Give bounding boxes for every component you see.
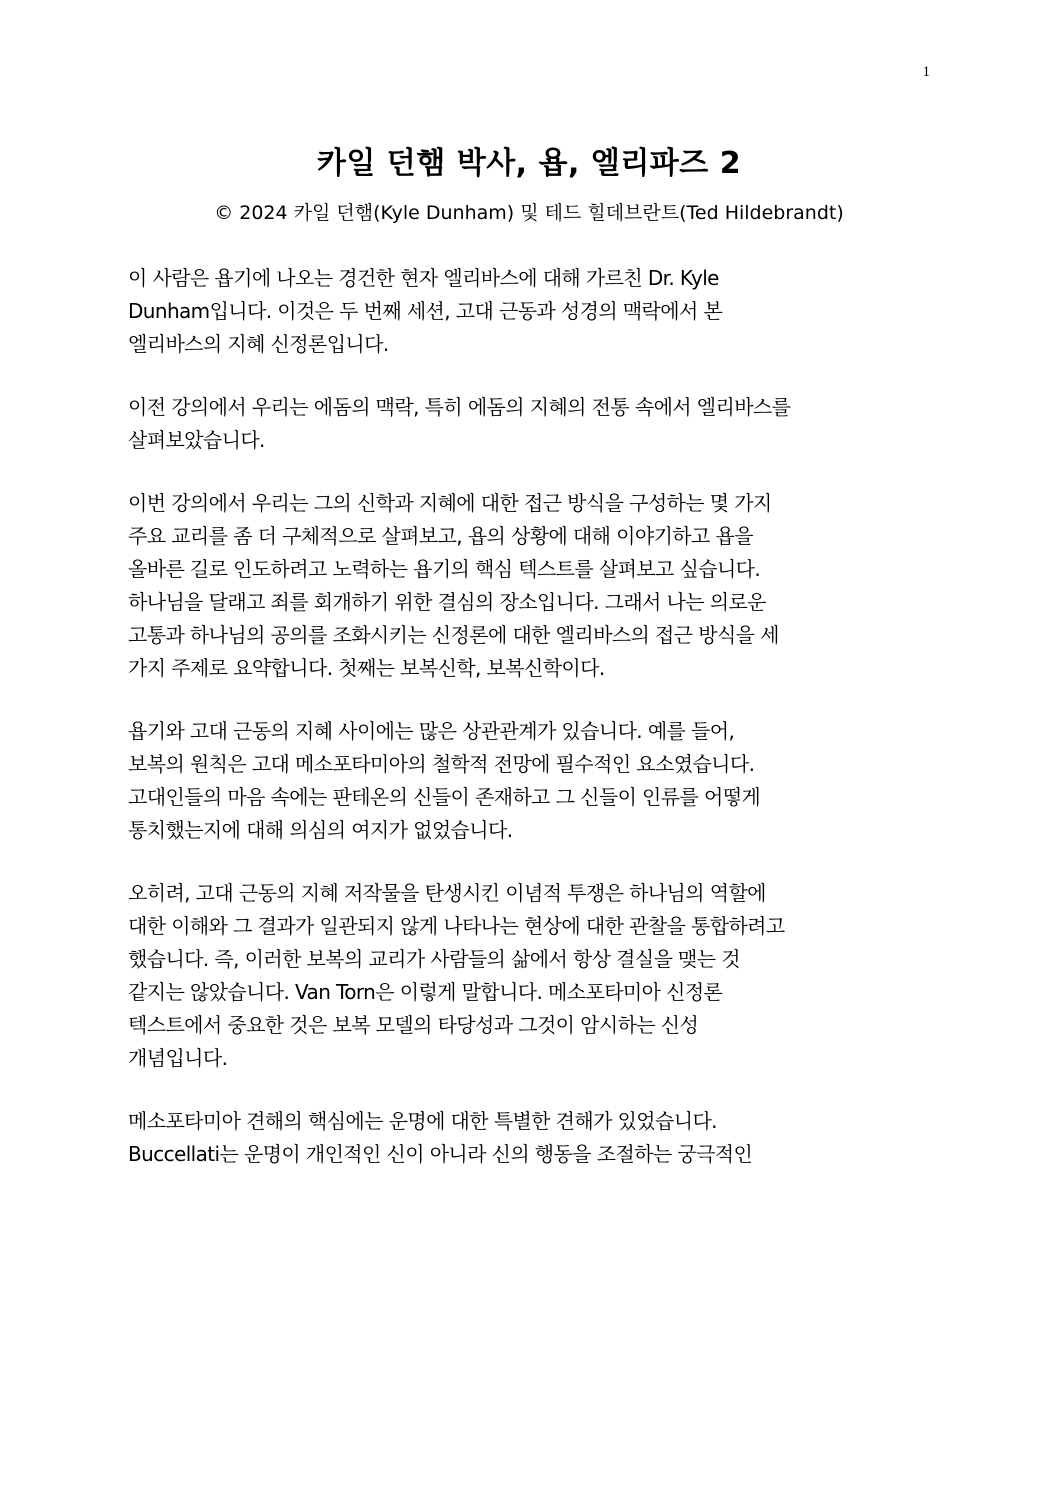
text-line: 고통과 하나님의 공의를 조화시키는 신정론에 대한 엘리바스의 접근 방식을 세 (128, 623, 779, 647)
paragraph-4 (128, 715, 938, 847)
text-line: 살펴보았습니다. (128, 428, 265, 452)
text-line: 같지는 않았습니다. Van Torn은 이렇게 말합니다. 메소포타미아 신정론 (128, 980, 723, 1004)
text-line: 이전 강의에서 우리는 에돔의 맥락, 특히 에돔의 지혜의 전통 속에서 엘리바스를 (128, 395, 791, 419)
text-line: 엘리바스의 지혜 신정론입니다. (128, 332, 389, 356)
paragraph-1 (128, 262, 938, 361)
paragraph-6 (128, 1105, 938, 1171)
text-line: 이번 강의에서 우리는 그의 신학과 지혜에 대한 접근 방식을 구성하는 몇 가지 (128, 491, 772, 515)
text-line: 올바른 길로 인도하려고 노력하는 욥기의 핵심 텍스트를 살펴보고 싶습니다. (128, 557, 761, 581)
text-line: 통치했는지에 대해 의심의 여지가 없었습니다. (128, 818, 513, 842)
text-line: 가지 주제로 요약합니다. 첫째는 보복신학, 보복신학이다. (128, 656, 605, 680)
paragraph-3 (128, 487, 938, 685)
text-line: 주요 교리를 좀 더 구체적으로 살펴보고, 욥의 상황에 대해 이야기하고 욥을 (128, 524, 753, 548)
page-number: 1 (922, 64, 930, 80)
text-line: 욥기와 고대 근동의 지혜 사이에는 많은 상관관계가 있습니다. 예를 들어, (128, 719, 735, 743)
text-line: 했습니다. 즉, 이러한 보복의 교리가 사람들의 삶에서 항상 결실을 맺는 것 (128, 947, 740, 971)
text-line: 오히려, 고대 근동의 지혜 저작물을 탄생시킨 이념적 투쟁은 하나님의 역할에 (128, 881, 766, 905)
text-line: 대한 이해와 그 결과가 일관되지 않게 나타나는 현상에 대한 관찰을 통합하려고 (128, 914, 785, 938)
text-line: 텍스트에서 중요한 것은 보복 모델의 타당성과 그것이 암시하는 신성 (128, 1013, 699, 1037)
text-line: Buccellati는 운명이 개인적인 신이 아니라 신의 행동을 조절하는 궁극적인 (128, 1142, 753, 1166)
text-line: 메소포타미아 견해의 핵심에는 운명에 대한 특별한 견해가 있었습니다. (128, 1109, 717, 1133)
text-line: 이 사람은 욥기에 나오는 경건한 현자 엘리바스에 대해 가르친 Dr. Kyle (128, 266, 719, 290)
paragraph-2 (128, 391, 938, 457)
text-line: 하나님을 달래고 죄를 회개하기 위한 결심의 장소입니다. 그래서 나는 의로운 (128, 590, 766, 614)
document-title: 카일 던햄 박사, 욥, 엘리파즈 2 (316, 146, 742, 181)
text-line: Dunham입니다. 이것은 두 번째 세션, 고대 근동과 성경의 맥락에서 본 (128, 299, 723, 323)
paragraph-5 (128, 877, 938, 1075)
text-line: 고대인들의 마음 속에는 판테온의 신들이 존재하고 그 신들이 인류를 어떻게 (128, 785, 761, 809)
text-line: 보복의 원칙은 고대 메소포타미아의 철학적 전망에 필수적인 요소였습니다. (128, 752, 755, 776)
text-line: 개념입니다. (128, 1046, 228, 1070)
copyright-line: © 2024 카일 던햄(Kyle Dunham) 및 테드 힐데브란트(Ted Hildebrandt) (214, 202, 844, 224)
document-body (128, 262, 938, 1201)
